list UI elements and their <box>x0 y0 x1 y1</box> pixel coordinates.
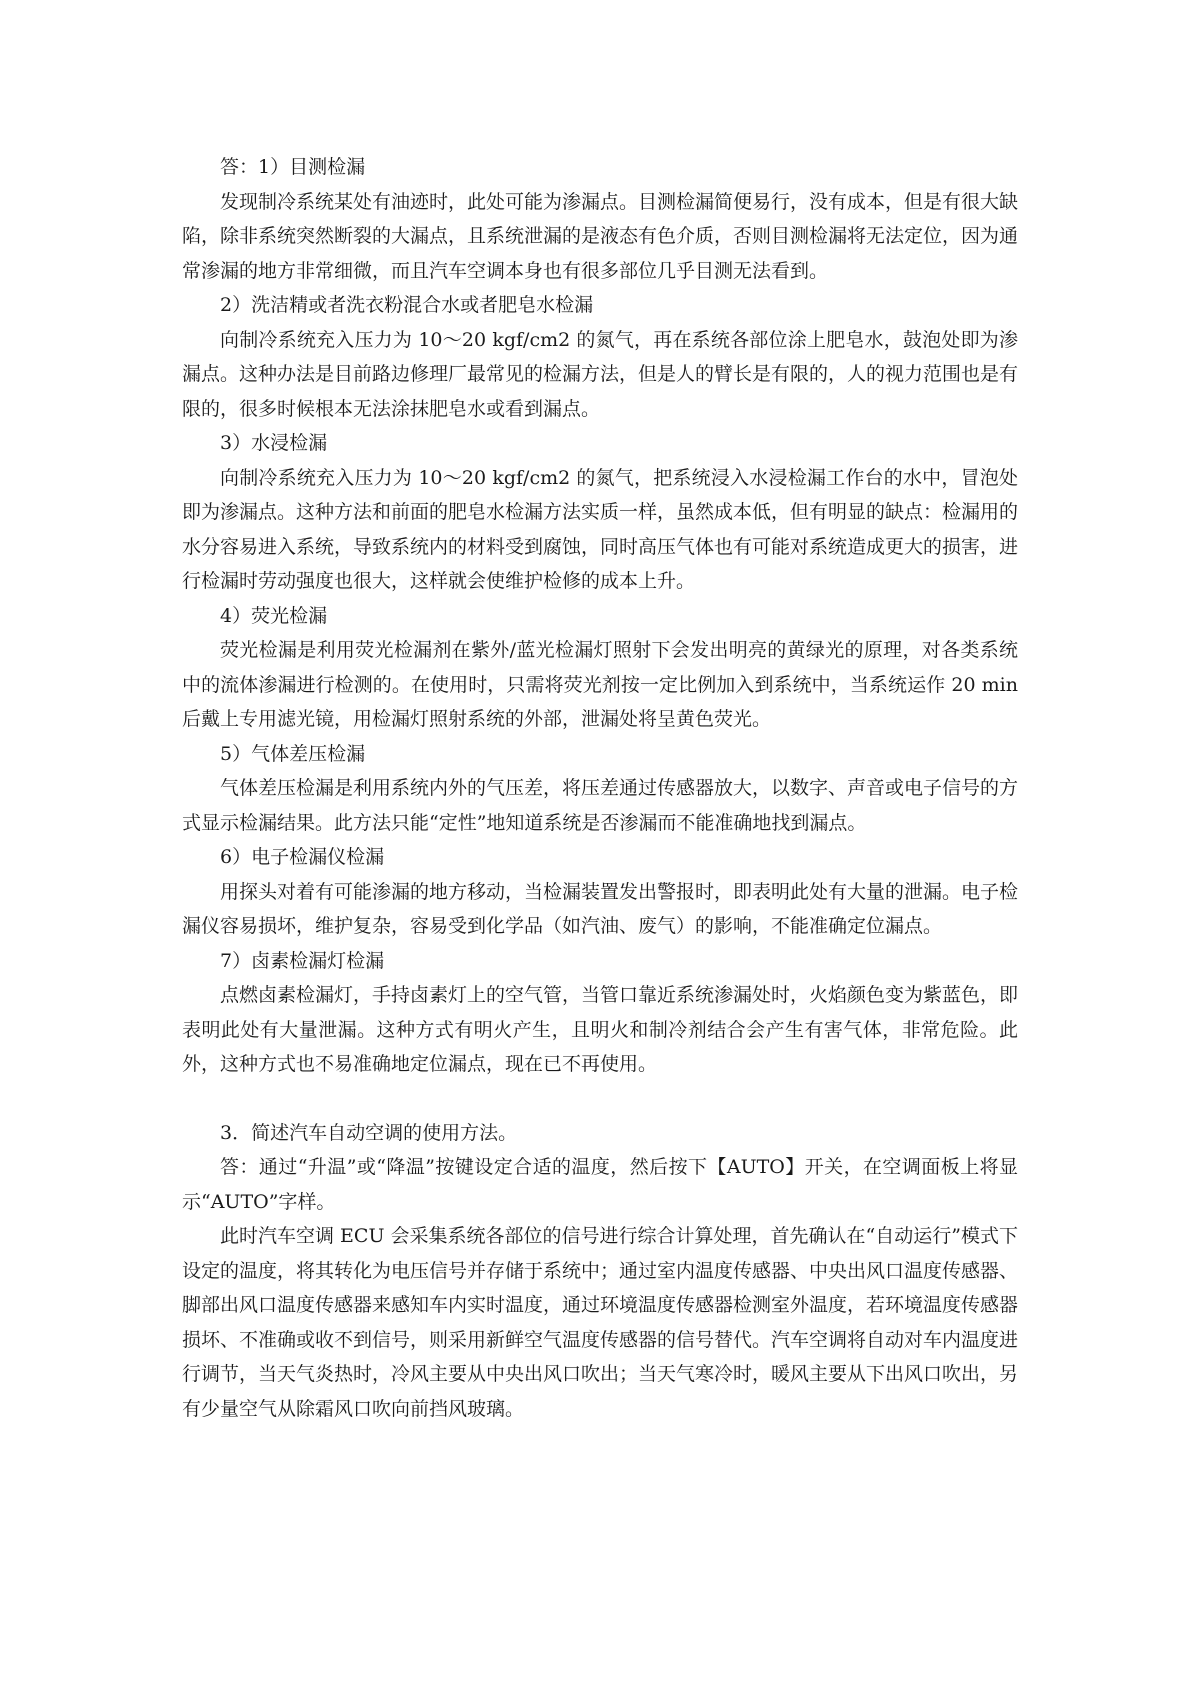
leak-item6-heading: 6）电子检漏仪检漏 <box>220 846 385 868</box>
leak-item7-heading: 7）卤素检漏灯检漏 <box>220 949 385 972</box>
leak-item6-body: 用探头对着有可能渗漏的地方移动，当检漏装置发出警报时，即表明此处有大量的泄漏。电子检漏仪容易损坏，维护复杂，容易受到化学品（如汽油、废气）的影响，不能准确定位漏点。 <box>182 880 1019 937</box>
leak-item5-heading: 5）气体差压检漏 <box>220 742 366 765</box>
leak-item5-body: 气体差压检漏是利用系统内外的气压差，将压差通过传感器放大，以数字、声音或电子信号的方式显示检漏结果。此方法只能“定性”地知道系统是否渗漏而不能准确地找到漏点。 <box>182 777 1019 834</box>
auto-ac-question: 3．简述汽车自动空调的使用方法。 <box>220 1121 518 1144</box>
leak-item1-heading: 答：1）目测检漏 <box>220 156 366 178</box>
leak-item7-body: 点燃卤素检漏灯，手持卤素灯上的空气管，当管口靠近系统渗漏处时，火焰颜色变为紫蓝色，即表明此处有大量泄漏。这种方式有明火产生，且明火和制冷剂结合会产生有害气体，非常危险。此外，这种方式也不易准确地定位漏点，现在已不再使用。 <box>182 984 1019 1075</box>
leak-item4-body: 荧光检漏是利用荧光检漏剂在紫外/蓝光检漏灯照射下会发出明亮的黄绿光的原理，对各类系统中的流体渗漏进行检测的。在使用时，只需将荧光剂按一定比例加入到系统中，当系统运作 20 min 后戴上专用滤光镜，用检漏灯照射系统的外部，泄漏处将呈黄色荧光。 <box>182 639 1018 730</box>
auto-ac-answer-p2: 此时汽车空调 ECU 会采集系统各部位的信号进行综合计算处理，首先确认在“自动运行”模式下设定的温度，将其转化为电压信号并存储于系统中；通过室内温度传感器、中央出风口温度传感器、脚部出风口温度传感器来感知车内实时温度，通过环境温度传感器检测室外温度，若环境温度传感器损坏、不准确或收不到信号，则采用新鲜空气温度传感器的信号替代。汽车空调将自动对车内温度进行调节，当天气炎热时，冷风主要从中央出风口吹出；当天气寒冷时，暖风主要从下出风口吹出，另有少量空气从除霜风口吹向前挡风玻璃。 <box>182 1225 1019 1420</box>
leak-item2-body: 向制冷系统充入压力为 10～20 kgf/cm2 的氮气，再在系统各部位涂上肥皂水，鼓泡处即为渗漏点。这种办法是目前路边修理厂最常见的检漏方法，但是人的臂长是有限的，人的视力范围也是有限的，很多时候根本无法涂抹肥皂水或看到漏点。 <box>182 328 1019 420</box>
leak-item2-heading: 2）洗洁精或者洗衣粉混合水或者肥皂水检漏 <box>220 294 594 316</box>
leak-item3-body: 向制冷系统充入压力为 10～20 kgf/cm2 的氮气，把系统浸入水浸检漏工作台的水中，冒泡处即为渗漏点。这种方法和前面的肥皂水检漏方法实质一样，虽然成本低，但有明显的缺点：检漏用的水分容易进入系统，导致系统内的材料受到腐蚀，同时高压气体也有可能对系统造成更大的损害，进行检漏时劳动强度也很大，这样就会使维护检修的成本上升。 <box>182 466 1019 592</box>
leak-item4-heading: 4）荧光检漏 <box>220 604 328 627</box>
document-body <box>182 150 1018 1426</box>
leak-item3-heading: 3）水浸检漏 <box>220 432 328 454</box>
auto-ac-answer-p1: 答：通过“升温”或“降温”按键设定合适的温度，然后按下【AUTO】开关，在空调面板上将显示“AUTO”字样。 <box>182 1156 1018 1213</box>
leak-item1-body: 发现制冷系统某处有油迹时，此处可能为渗漏点。目测检漏简便易行，没有成本，但是有很大缺陷，除非系统突然断裂的大漏点，且系统泄漏的是液态有色介质，否则目测检漏将无法定位，因为通常渗漏的地方非常细微，而且汽车空调本身也有很多部位几乎目测无法看到。 <box>182 190 1019 282</box>
